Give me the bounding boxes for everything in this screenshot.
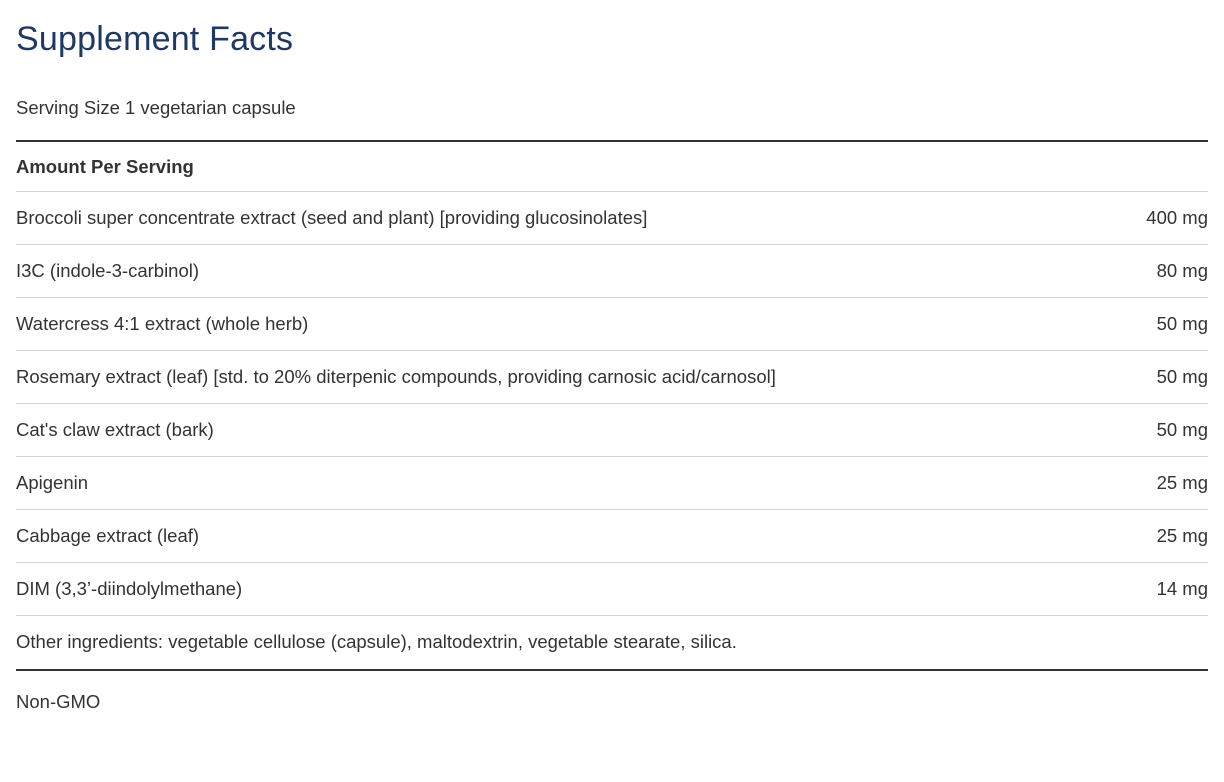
ingredient-name: Watercress 4:1 extract (whole herb) [16, 298, 1088, 351]
table-row [16, 298, 1208, 351]
ingredient-amount: 14 mg [1088, 563, 1208, 616]
amount-per-serving-header: Amount Per Serving [16, 156, 194, 177]
ingredient-amount: 80 mg [1088, 245, 1208, 298]
table-row [16, 192, 1208, 245]
table-row [16, 245, 1208, 298]
table-row [16, 563, 1208, 616]
ingredients-table [16, 191, 1208, 615]
table-row [16, 510, 1208, 563]
serving-size-text: Serving Size 1 vegetarian capsule [16, 97, 296, 118]
ingredient-name: DIM (3,3’-diindolylmethane) [16, 563, 1088, 616]
ingredient-amount: 25 mg [1088, 457, 1208, 510]
non-gmo-note: Non-GMO [16, 691, 101, 712]
ingredient-name: Cat's claw extract (bark) [16, 404, 1088, 457]
ingredient-name: Apigenin [16, 457, 1088, 510]
page-title: Supplement Facts [16, 20, 294, 58]
other-ingredients-text: Other ingredients: vegetable cellulose (capsule), maltodextrin, vegetable stearate, silica. [16, 615, 1208, 669]
ingredient-name: I3C (indole-3-carbinol) [16, 245, 1088, 298]
ingredient-name: Rosemary extract (leaf) [std. to 20% diterpenic compounds, providing carnosic acid/carnosol] [16, 351, 1088, 404]
ingredient-amount: 50 mg [1088, 351, 1208, 404]
ingredient-name: Cabbage extract (leaf) [16, 510, 1088, 563]
table-row [16, 457, 1208, 510]
ingredients-table-body [16, 192, 1208, 616]
supplement-facts-panel [0, 18, 1224, 715]
ingredient-name: Broccoli super concentrate extract (seed and plant) [providing glucosinolates] [16, 192, 1088, 245]
ingredient-amount: 400 mg [1088, 192, 1208, 245]
ingredient-amount: 25 mg [1088, 510, 1208, 563]
ingredient-amount: 50 mg [1088, 404, 1208, 457]
table-row [16, 351, 1208, 404]
table-row [16, 404, 1208, 457]
ingredient-amount: 50 mg [1088, 298, 1208, 351]
